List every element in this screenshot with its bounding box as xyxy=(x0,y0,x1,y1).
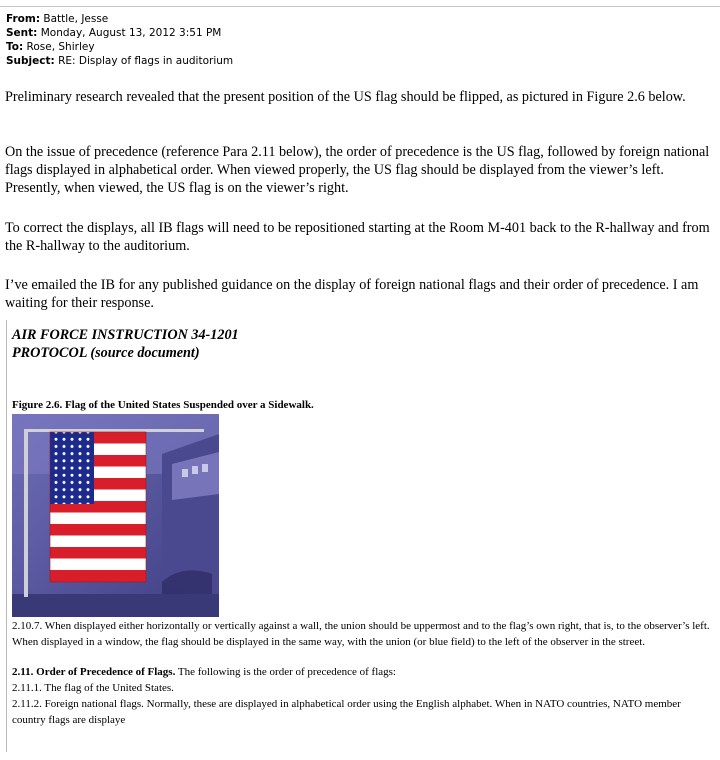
email-header xyxy=(6,12,233,68)
from-line: From: Battle, Jesse xyxy=(6,13,109,25)
subject-line: Subject: RE: Display of flags in auditorium xyxy=(6,55,234,67)
section-2-11 xyxy=(12,664,717,728)
figure-title: Figure 2.6. Flag of the United States Suspended over a Sidewalk. xyxy=(12,399,314,411)
flag-illustration xyxy=(12,414,219,617)
top-divider xyxy=(0,6,720,7)
section-2-11-intro: The following is the order of precedence of flags: xyxy=(175,666,396,678)
paragraph-2-10-7: 2.10.7. When displayed either horizontally or vertically against a wall, the union should be uppermost and to the flag’s own right, that is, to the observer’s left. When displayed in a window, the flag should be displayed in the same way, with the union (or blue field) to the left of the observer in the street. xyxy=(12,620,710,648)
sent-line: Sent: Monday, August 13, 2012 3:51 PM xyxy=(6,27,222,39)
body-paragraph-4: I’ve emailed the IB for any published guidance on the display of foreign national flags and their order of precedence. I am waiting for their response. xyxy=(5,277,699,311)
body-paragraph-1: Preliminary research revealed that the present position of the US flag should be flipped, as pictured in Figure 2.6 below. xyxy=(5,89,686,105)
paragraph-2-11-2: 2.11.2. Foreign national flags. Normally, these are displayed in alphabetical order using the English alphabet. When in NATO countries, NATO member country flags are displaye xyxy=(12,698,681,726)
instruction-title xyxy=(12,326,239,362)
flag-pole-horizontal xyxy=(24,429,204,432)
instruction-line-2: PROTOCOL (source document) xyxy=(12,345,200,361)
subject-value: RE: Display of flags in auditorium xyxy=(58,55,234,67)
paragraph-2-11-1: 2.11.1. The flag of the United States. xyxy=(12,682,174,694)
to-line: To: Rose, Shirley xyxy=(6,41,95,53)
body-paragraph-2: On the issue of precedence (reference Para 2.11 below), the order of precedence is the US flag, followed by foreign national flags displayed in alphabetical order. When viewed properly, the US flag should be displayed from the viewer’s left. Presently, when viewed, the US flag is on the viewer’s right. xyxy=(5,144,710,196)
section-2-11-heading: 2.11. Order of Precedence of Flags. xyxy=(12,666,176,678)
to-value: Rose, Shirley xyxy=(26,41,95,53)
body-paragraph-3: To correct the displays, all IB flags will need to be repositioned starting at the Room M-401 back to the R-hallway and from the R-hallway to the auditorium. xyxy=(5,220,710,254)
from-value: Battle, Jesse xyxy=(43,13,109,25)
flag-pole-vertical xyxy=(24,429,28,597)
quoted-source-document xyxy=(6,320,719,752)
us-flag-icon xyxy=(50,432,146,582)
sent-value: Monday, August 13, 2012 3:51 PM xyxy=(40,27,222,39)
instruction-line-1: AIR FORCE INSTRUCTION 34-1201 xyxy=(12,327,239,343)
section-2-11-heading-line xyxy=(12,664,717,680)
